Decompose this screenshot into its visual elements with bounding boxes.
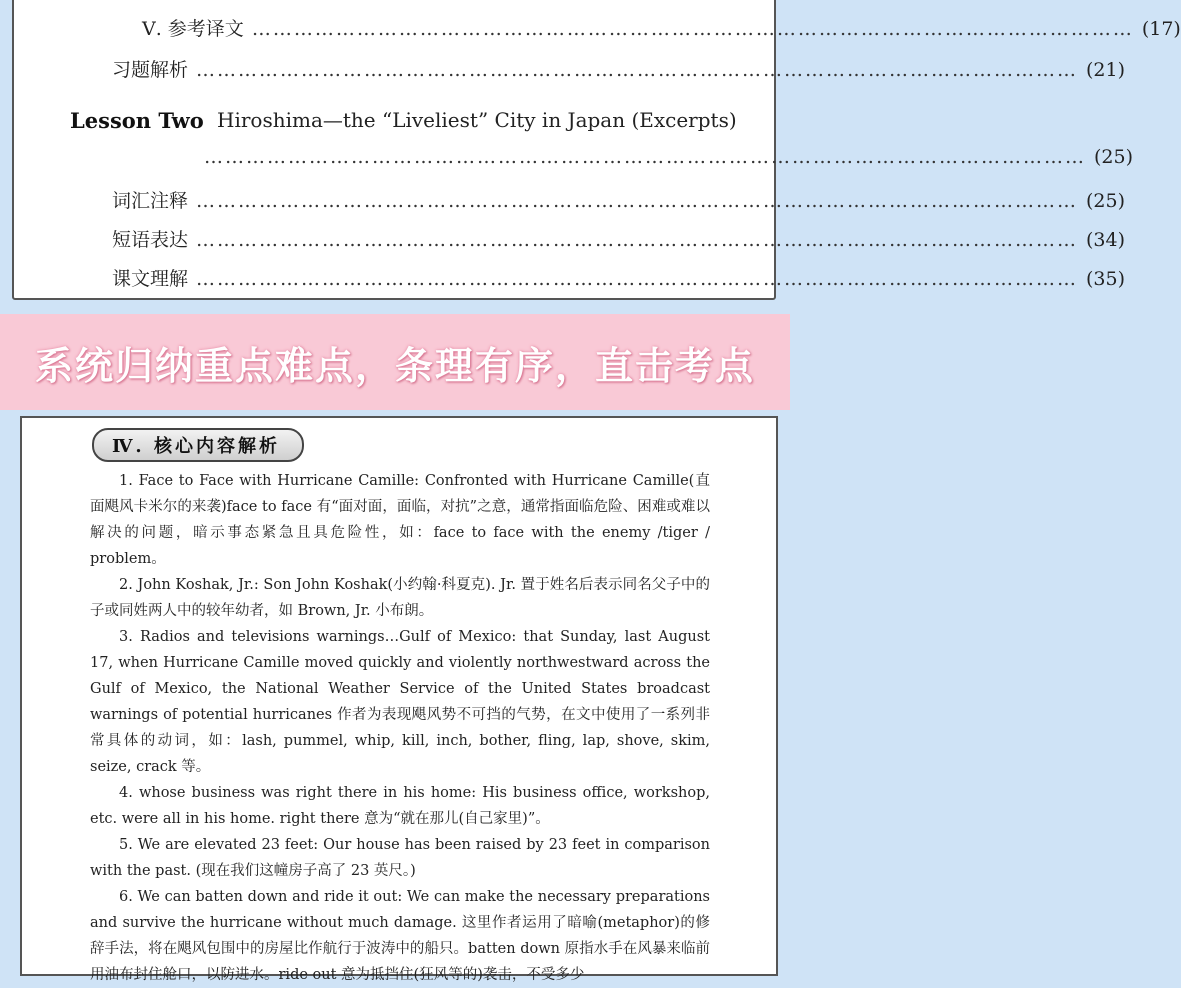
toc-page: (34): [1086, 229, 1126, 251]
toc-page: (21): [1086, 59, 1126, 81]
toc-label: 词汇注释: [112, 190, 189, 212]
toc-leader: ………………………………………………………………………………………………………………: [196, 190, 1079, 212]
toc-label: 课文理解: [112, 268, 189, 290]
toc-page: (35): [1086, 268, 1126, 290]
toc-page: (25): [1094, 146, 1134, 168]
toc-row-lesson-two: [204, 146, 1134, 168]
toc-leader: ………………………………………………………………………………………………………………: [196, 229, 1079, 251]
promo-banner: [0, 314, 790, 410]
paragraph: 6. We can batten down and ride it out: We can make the necessary preparations and survive the hurricane without much damage. 这里作者运用了暗喻(metaphor)的修辞手法，将在飓风包围中的房屋比作航行于波涛中的船只。batten down 原指水手在风暴来临前用油布封住舱口，以防进水。ride out 意为抵挡住(狂风等的)袭击，不受多少: [90, 889, 710, 983]
toc-page: (25): [1086, 190, 1126, 212]
toc-row-exercises: [112, 55, 1126, 82]
lesson-title: Lesson Two: [70, 108, 204, 133]
toc-row-vocabulary: [112, 186, 1126, 213]
toc-panel: [12, 0, 1181, 300]
section-title: Ⅳ. 核心内容解析: [92, 428, 304, 462]
toc-leader: ………………………………………………………………………………………………………………: [196, 268, 1079, 290]
paragraph: 1. Face to Face with Hurricane Camille: Confronted with Hurricane Camille(直面飓风卡米尔的来袭)face to face 有“面对面，面临，对抗”之意，通常指面临危险、困难或难以解决的问题，暗示事态紧急且具危险性，如：face to face with the enemy /tiger / problem。: [90, 473, 710, 567]
toc-label: Ⅴ. 参考译文: [142, 18, 244, 40]
toc-leader: ………………………………………………………………………………………………………………: [204, 146, 1086, 168]
toc-row-comprehension: [112, 264, 1126, 291]
body-text: [90, 468, 710, 988]
toc-label: 短语表达: [112, 229, 189, 251]
content-panel: [20, 416, 778, 983]
toc-row-translation: [142, 14, 1181, 41]
toc-page: (17): [1141, 18, 1181, 40]
toc-leader: ………………………………………………………………………………………………………………: [196, 59, 1079, 81]
toc-leader: ………………………………………………………………………………………………………………: [251, 18, 1134, 40]
paragraph: 5. We are elevated 23 feet: Our house has been raised by 23 feet in comparison with the past. (现在我们这幢房子高了 23 英尺。): [90, 837, 710, 879]
paragraph: 4. whose business was right there in his home: His business office, workshop, etc. were all in his home. right there 意为“就在那儿(自己家里)”。: [90, 785, 710, 827]
paragraph: 2. John Koshak, Jr.: Son John Koshak(小约翰·科夏克). Jr. 置于姓名后表示同名父子中的子或同姓两人中的较年幼者，如 Brown, Jr. 小布朗。: [90, 577, 710, 619]
toc-row-phrases: [112, 225, 1126, 252]
lesson-subtitle: Hiroshima—the “Liveliest” City in Japan (Excerpts): [217, 108, 737, 132]
paragraph: 3. Radios and televisions warnings…Gulf of Mexico: that Sunday, last August 17, when Hurricane Camille moved quickly and violently northwestward across the Gulf of Mexico, the National Weather Service of the United States broadcast warnings of potential hurricanes 作者为表现飓风势不可挡的气势，在文中使用了一系列非常具体的动词，如：lash, pummel, whip, kill, inch, bother, fling, lap, shove, skim, seize, crack 等。: [90, 629, 710, 775]
banner-text: 系统归纳重点难点，条理有序，直击考点: [34, 343, 755, 388]
toc-label: 习题解析: [112, 59, 189, 81]
